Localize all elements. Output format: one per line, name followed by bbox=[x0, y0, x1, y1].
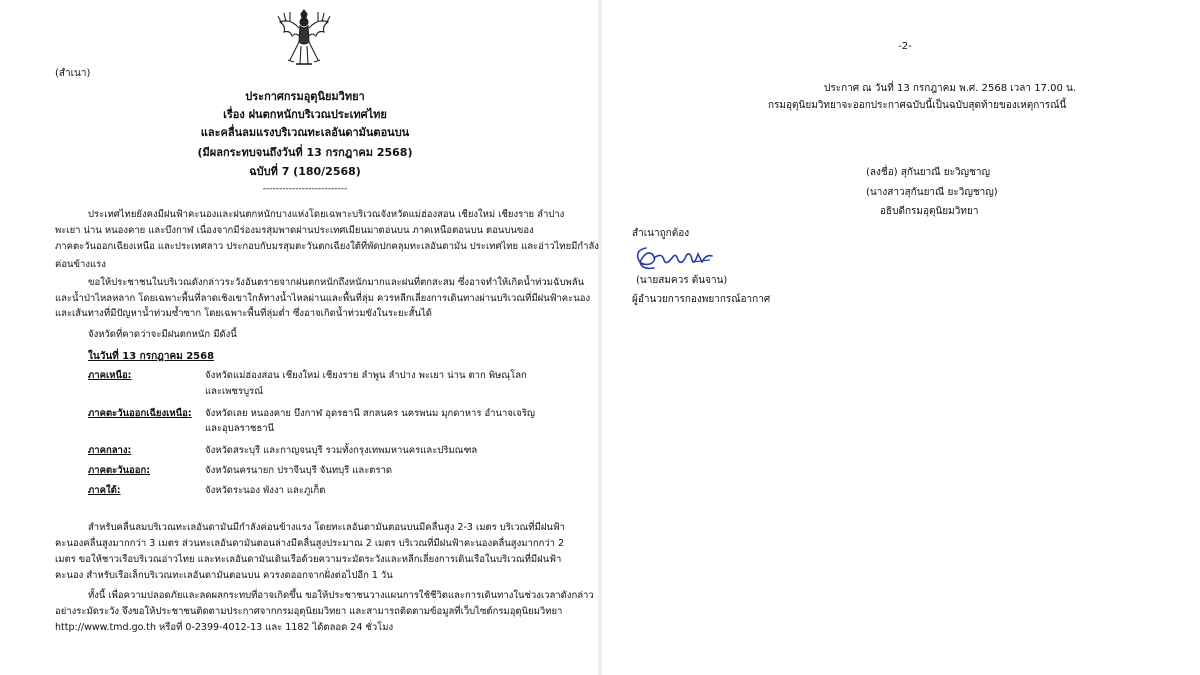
para1-line: ภาคตะวันออกเฉียงเหนือ และประเทศลาว ประกอบกับมรสุมตะวันตกเฉียงใต้ที่พัดปกคลุมทะเลอันดามัน ประเทศไทย และอ่าวไทยมีกำลัง bbox=[55, 241, 599, 252]
para2-line: และเส้นทางที่มีปัญหาน้ำท่วมซ้ำซาก โดยเฉพาะพื้นที่ลุ่มต่ำ ซึ่งอาจเกิดน้ำท่วมขังในระยะสั้นได้ bbox=[55, 308, 432, 319]
para4-line: เมตร ขอให้ชาวเรือบริเวณอ่าวไทย และทะเลอันดามันเดินเรือด้วยความระมัดระวังและหลีกเลี่ยงการเดินเรือในบริเวณที่มีฝนฟ้า bbox=[55, 554, 562, 565]
para1-line: พะเยา น่าน หนองคาย และบึงกาฬ เนื่องจากมีร่องมรสุมพาดผ่านประเทศเมียนมาตอนบน ภาคเหนือตอนบน ตอนบนของ bbox=[55, 225, 534, 236]
para5-line: http://www.tmd.go.th หรือที่ 0-2399-4012-13 และ 1182 ได้ตลอด 24 ชั่วโมง bbox=[55, 622, 394, 633]
region-provinces: จังหวัดสระบุรี และกาญจนบุรี รวมทั้งกรุงเทพมหานครและปริมณฑล bbox=[205, 445, 478, 456]
signer-name: (นางสาวสุกันยาณี ยะวิญชาญ) bbox=[866, 187, 998, 198]
signed-line: (ลงชื่อ) สุกันยาณี ยะวิญชาญ bbox=[866, 167, 990, 178]
para2-line: และน้ำป่าไหลหลาก โดยเฉพาะพื้นที่ลาดเชิงเขาใกล้ทางน้ำไหลผ่านและพื้นที่ลุ่ม ควรหลีกเลี่ยงการเดินทางผ่านบริเวณที่มีฝนฟ้าคะนอง bbox=[55, 293, 591, 304]
certifier-name: (นายสมควร ต้นจาน) bbox=[636, 275, 728, 286]
para1-line: ค่อนข้างแรง bbox=[55, 259, 106, 270]
para2-line: ขอให้ประชาชนในบริเวณดังกล่าวระวังอันตรายจากฝนตกหนักถึงหนักมากและฝนที่ตกสะสม ซึ่งอาจทำให้เกิดน้ำท่วมฉับพลัน bbox=[88, 277, 585, 288]
para4-line: คะนองคลื่นสูงมากกว่า 3 เมตร ส่วนทะเลอันดามันตอนล่างมีคลื่นสูงประมาณ 2 เมตร บริเวณที่มีฝนฟ้าคะนองคลื่นสูงมากกว่า 2 bbox=[55, 538, 565, 549]
para4-line: คะนอง สำหรับเรือเล็กบริเวณทะเลอันดามันตอนบน ควรงดออกจากฝั่งต่อไปอีก 1 วัน bbox=[55, 570, 393, 581]
region-provinces: จังหวัดระนอง พังงา และภูเก็ต bbox=[205, 485, 326, 496]
region-provinces: จังหวัดแม่ฮ่องสอน เชียงใหม่ เชียงราย ลำพูน ลำปาง พะเยา น่าน ตาก พิษณุโลก bbox=[205, 370, 527, 381]
copy-mark: (สำเนา) bbox=[55, 68, 91, 79]
region-provinces: และเพชรบูรณ์ bbox=[205, 386, 264, 397]
region-provinces: และอุบลราชธานี bbox=[205, 423, 275, 434]
separator-line: -------------------------- bbox=[262, 184, 348, 194]
date-heading: ในวันที่ 13 กรกฎาคม 2568 bbox=[88, 351, 215, 362]
effective-date: (มีผลกระทบจนถึงวันที่ 13 กรกฎาคม 2568) bbox=[197, 146, 413, 159]
certified-label: สำเนาถูกต้อง bbox=[632, 228, 690, 239]
announcement-title: ประกาศกรมอุตุนิยมวิทยา bbox=[245, 90, 365, 103]
para3-text: จังหวัดที่คาดว่าจะมีฝนตกหนัก มีดังนี้ bbox=[88, 329, 237, 340]
signer-title: อธิบดีกรมอุตุนิยมวิทยา bbox=[880, 206, 979, 217]
issue-number: ฉบับที่ 7 (180/2568) bbox=[249, 165, 361, 178]
final-note: กรมอุตุนิยมวิทยาจะออกประกาศฉบับนี้เป็นฉบับสุดท้ายของเหตุการณ์นี้ bbox=[768, 100, 1067, 111]
para5-line: ทั้งนี้ เพื่อความปลอดภัยและลดผลกระทบที่อาจเกิดขึ้น ขอให้ประชาชนวางแผนการใช้ชีวิตและการเดินทางในช่วงเวลาดังกล่าว bbox=[88, 590, 594, 601]
region-name-central: ภาคกลาง: bbox=[88, 445, 132, 456]
para4-line: สำหรับคลื่นลมบริเวณทะเลอันดามันมีกำลังค่อนข้างแรง โดยทะเลอันดามันตอนบนมีคลื่นสูง 2-3 เมตร บริเวณที่มีฝนฟ้า bbox=[88, 522, 565, 533]
announce-date: ประกาศ ณ วันที่ 13 กรกฎาคม พ.ศ. 2568 เวลา 17.00 น. bbox=[824, 83, 1077, 94]
subject-line-1: เรื่อง ฝนตกหนักบริเวณประเทศไทย bbox=[223, 108, 387, 121]
region-name-north: ภาคเหนือ: bbox=[88, 370, 132, 381]
para5-line: อย่างระมัดระวัง จึงขอให้ประชาชนติดตามประกาศจากกรมอุตุนิยมวิทยา และสามารถติดตามข้อมูลที่เว็บไซต์กรมอุตุนิยมวิทยา bbox=[55, 606, 563, 617]
region-provinces: จังหวัดเลย หนองคาย บึงกาฬ อุดรธานี สกลนคร นครพนม มุกดาหาร อำนาจเจริญ bbox=[205, 408, 535, 419]
garuda-emblem-icon bbox=[272, 8, 336, 66]
handwritten-signature-icon bbox=[632, 240, 718, 274]
region-provinces: จังหวัดนครนายก ปราจีนบุรี จันทบุรี และตราด bbox=[205, 465, 393, 476]
region-name-east: ภาคตะวันออก: bbox=[88, 465, 151, 476]
page-number: -2- bbox=[898, 41, 912, 52]
para1-line: ประเทศไทยยังคงมีฝนฟ้าคะนองและฝนตกหนักบางแห่งโดยเฉพาะบริเวณจังหวัดแม่ฮ่องสอน เชียงใหม่ เชียงราย ลำปาง bbox=[88, 209, 565, 220]
certifier-title: ผู้อำนวยการกองพยากรณ์อากาศ bbox=[632, 294, 771, 305]
subject-line-2: และคลื่นลมแรงบริเวณทะเลอันดามันตอนบน bbox=[200, 126, 410, 139]
region-name-northeast: ภาคตะวันออกเฉียงเหนือ: bbox=[88, 408, 192, 419]
region-name-south: ภาคใต้: bbox=[88, 485, 121, 496]
